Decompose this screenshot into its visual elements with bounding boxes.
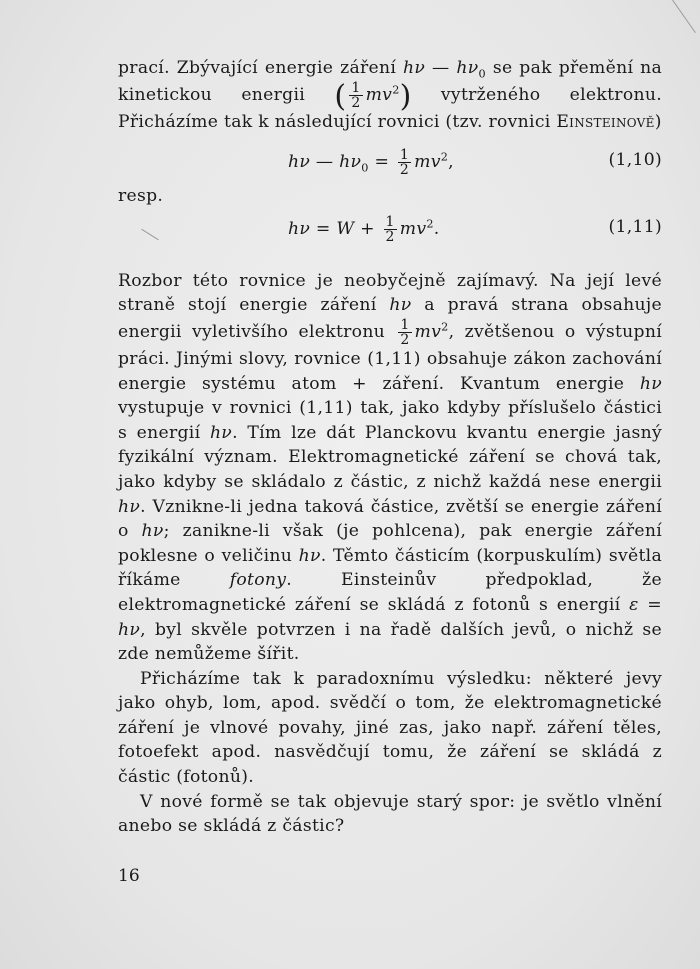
equation-number: (1,11) xyxy=(608,216,662,237)
equation-1-10 xyxy=(118,134,662,184)
paragraph-4: V nové formě se tak objevuje starý spor: je světlo vlnění anebo se skládá z částic? xyxy=(118,791,662,837)
equation-1-11 xyxy=(118,209,662,265)
fraction-half: $\frac{1}{2}$ xyxy=(351,79,361,111)
equation-formula: hν — $h\nu_0$ = $\frac{1}{2}$ $mv^2$, xyxy=(288,147,454,179)
equation-number: (1,10) xyxy=(608,150,662,171)
resp-label: resp. xyxy=(118,186,164,207)
equation-formula: hν = W + $\frac{1}{2}$ $mv^2$. xyxy=(288,213,440,245)
paragraph-1: prací. Zbývající energie záření hν — $h\nu_0$ se pak přemění na kinetickou energii ( $\frac{1}{2}$ $mv^2$) vytrženého elektronu. Přicházíme tak k následující rovnici (tzv. rovnici Einsteinově) xyxy=(118,58,663,132)
page-number: 16 xyxy=(118,866,140,886)
body-text xyxy=(118,56,662,839)
paragraph-2: Rozbor této rovnice je neobyčejně zajímavý. Na její levé straně stojí energie záření hν a pravá strana obsahuje energii vyletivšího elektronu $\frac{1}{2}$ $mv^2$, zvětšenou o výstupní práci. Jinými slovy, rovnice (1,11) obsahuje zákon zachování energie systému atom + záření. Kvantum energie hν vystupuje v rovnici (1,11) tak, jako kdyby příslušelo částici s energií hν. Tím lze dát Planckovu kvantu energie jasný fyzikální význam. Elektromagnetické záření se chová tak, jako kdyby se skládalo z částic, z nichž každá nese energii hν. Vznikne-li jedna taková částice, zvětší se energie záření o hν; zanikne-li však (je pohlcena), pak energie záření poklesne o veličinu hν. Těmto částicím (korpuskulím) světla říkáme fotony. Einsteinův předpoklad, že elektromagnetické záření se skládá z fotonů s energií ε = hν, byl skvěle potvrzen i na řadě dalších jevů, o nichž se zde nemůžeme šířit. xyxy=(118,270,662,665)
paragraph-3: Přicházíme tak k paradoxnímu výsledku: některé jevy jako ohyb, lom, apod. svědčí o tom, že elektromagnetické záření je vlnové povahy, jiné zas, jako např. záření těles, fotoefekt apod. nasvědčují tomu, že záření se skládá z částic (fotonů). xyxy=(118,668,662,788)
scan-mark xyxy=(672,0,696,33)
